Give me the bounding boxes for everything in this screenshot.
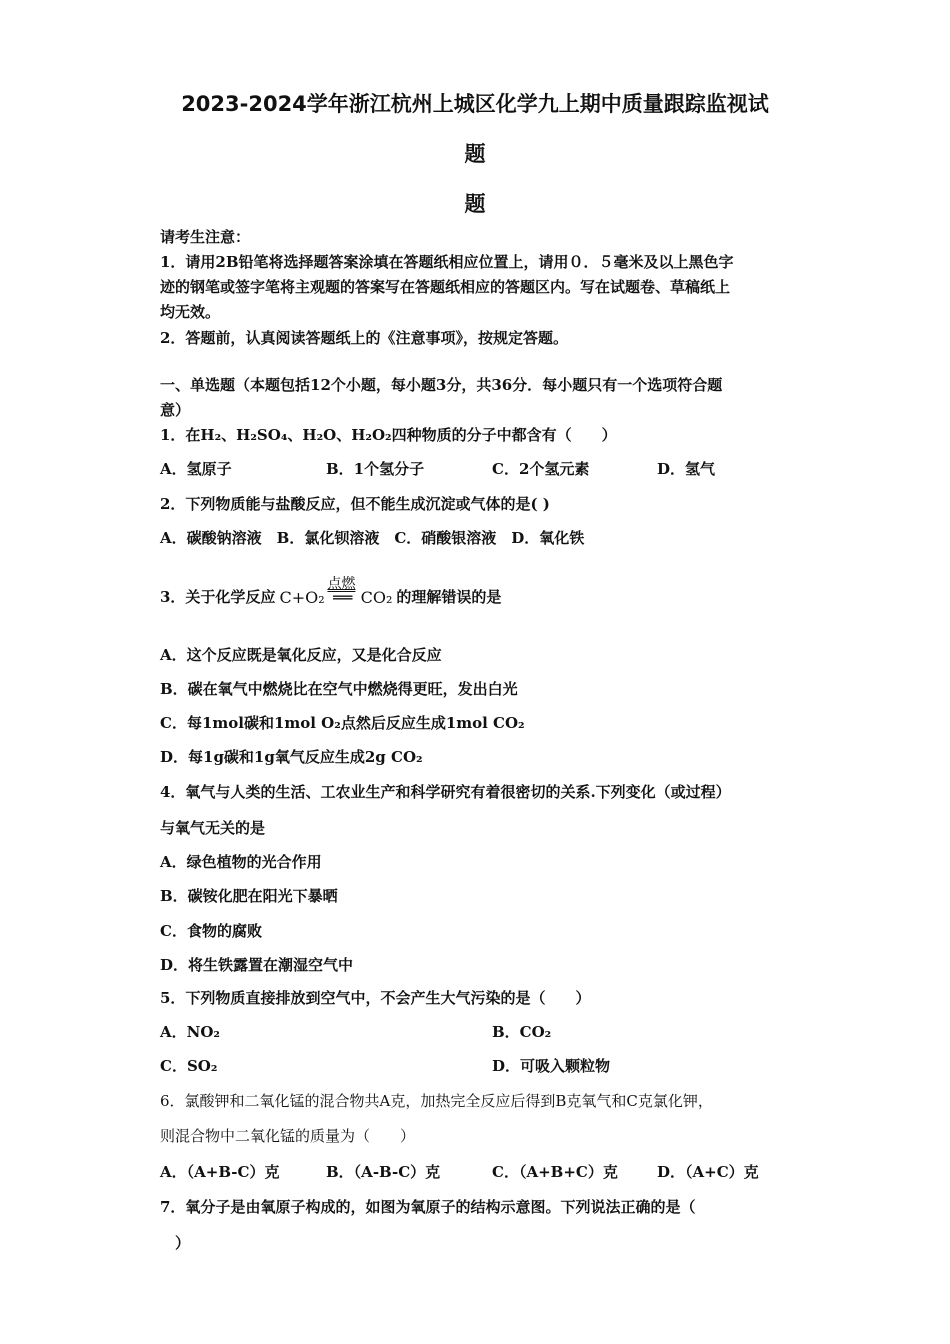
question-4-option-b: B．碳铵化肥在阳光下暴晒	[160, 887, 338, 905]
question-5-stem: 5．下列物质直接排放到空气中，不会产生大气污染的是（ ）	[160, 989, 591, 1007]
notice-item-1c: 均无效。	[160, 303, 221, 321]
question-2-stem: 2．下列物质能与盐酸反应，但不能生成沉淀或气体的是( )	[160, 495, 550, 513]
section-heading-a: 一、单选题（本题包括12个小题，每小题3分，共36分．每小题只有一个选项符合题	[160, 376, 723, 394]
question-4-option-c: C．食物的腐败	[160, 922, 262, 940]
question-1-option-b: B．1个氢分子	[326, 460, 425, 478]
equation-reactants: C+O₂	[279, 588, 325, 607]
question-6-option-b: B．（A-B-C）克	[326, 1163, 441, 1181]
question-6-stem-b: 则混合物中二氧化锰的质量为（ ）	[160, 1127, 416, 1145]
question-4-option-a: A．绿色植物的光合作用	[160, 853, 322, 871]
question-4-stem-b: 与氧气无关的是	[160, 819, 266, 837]
question-6-option-d: D．（A+C）克	[657, 1163, 759, 1181]
question-3-option-d: D．每1g碳和1g氧气反应生成2g CO₂	[160, 748, 423, 766]
notice-heading: 请考生注意：	[160, 228, 251, 246]
notice-item-2: 2．答题前，认真阅读答题纸上的《注意事项》，按规定答题。	[160, 329, 568, 347]
combustion-equation	[279, 576, 393, 609]
question-6-option-a: A．（A+B-C）克	[160, 1163, 280, 1181]
question-5-option-b: B．CO₂	[492, 1023, 552, 1041]
question-6-option-c: C．（A+B+C）克	[492, 1163, 618, 1181]
question-5-option-a: A．NO₂	[160, 1023, 220, 1041]
question-1-option-d: D．氢气	[657, 460, 716, 478]
question-3-option-c: C．每1mol碳和1mol O₂点然后反应生成1mol CO₂	[160, 714, 525, 732]
question-5-option-d: D．可吸入颗粒物	[492, 1057, 611, 1075]
question-4-option-d: D．将生铁露置在潮湿空气中	[160, 956, 354, 974]
exam-title-line-3: 题	[464, 192, 486, 216]
notice-item-1b: 迹的钢笔或签字笔将主观题的答案写在答题纸相应的答题区内。写在试题卷、草稿纸上	[160, 278, 731, 296]
question-1-stem: 1．在H₂、H₂SO₄、H₂O、H₂O₂四种物质的分子中都含有（ ）	[160, 426, 617, 444]
exam-title-line-2: 题	[464, 142, 486, 166]
question-3-suffix: 的理解错误的是	[396, 588, 502, 606]
exam-title-line-1: 2023-2024学年浙江杭州上城区化学九上期中质量跟踪监视试	[181, 92, 769, 116]
question-7-stem-a: 7．氧分子是由氧原子构成的，如图为氧原子的结构示意图。下列说法正确的是（	[160, 1198, 696, 1216]
question-6-stem-a: 6．氯酸钾和二氧化锰的混合物共A克，加热完全反应后得到B克氧气和C克氯化钾，	[160, 1092, 713, 1110]
question-7-stem-b: ）	[175, 1234, 191, 1252]
question-5-option-c: C．SO₂	[160, 1057, 218, 1075]
question-1-option-c: C．2个氢元素	[492, 460, 590, 478]
equation-arrow: ══	[333, 588, 353, 607]
question-3-option-a: A．这个反应既是氧化反应，又是化合反应	[160, 646, 442, 664]
question-3-stem	[160, 576, 800, 609]
question-3-prefix: 3．关于化学反应	[160, 588, 276, 606]
question-2-options: A．碳酸钠溶液 B．氯化钡溶液 C．硝酸银溶液 D．氧化铁	[160, 529, 585, 547]
equation-condition: 点燃	[327, 576, 356, 592]
notice-item-1a: 1．请用2B铅笔将选择题答案涂填在答题纸相应位置上，请用０．５毫米及以上黑色字	[160, 253, 734, 271]
question-1-option-a: A．氢原子	[160, 460, 232, 478]
equation-product: CO₂	[360, 588, 393, 607]
section-heading-b: 意）	[160, 401, 191, 419]
question-3-option-b: B．碳在氧气中燃烧比在空气中燃烧得更旺，发出白光	[160, 680, 518, 698]
question-4-stem-a: 4．氧气与人类的生活、工农业生产和科学研究有着很密切的关系.下列变化（或过程）	[160, 783, 731, 801]
